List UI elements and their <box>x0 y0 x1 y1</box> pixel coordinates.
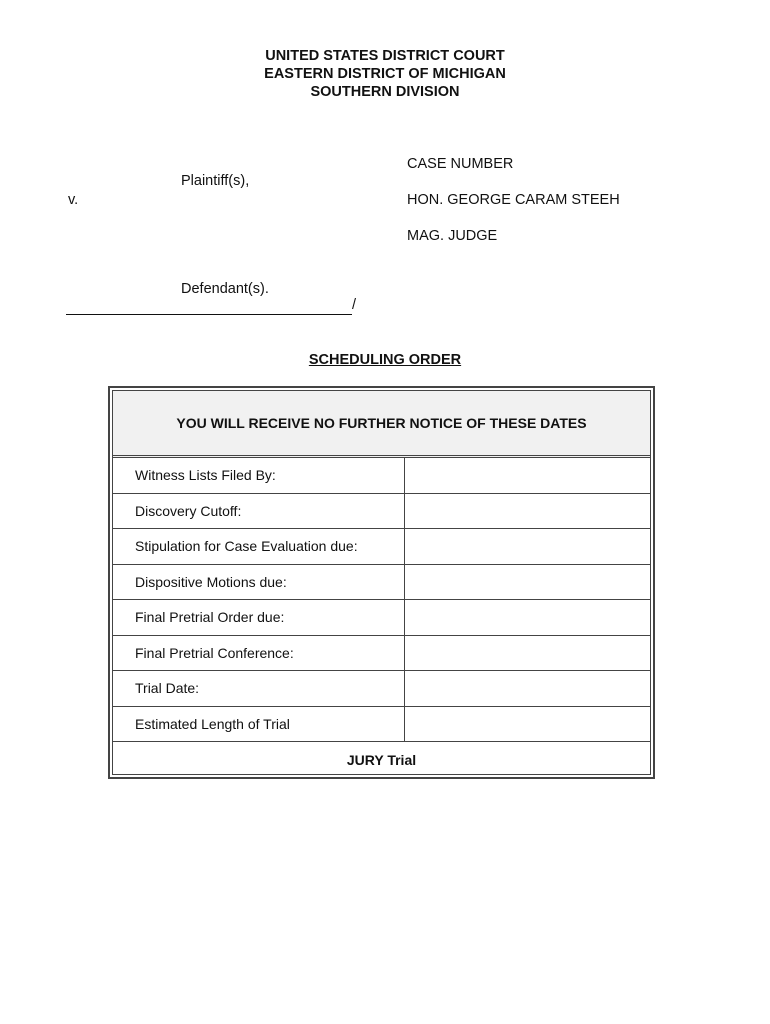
trial-type: JURY Trial <box>346 752 417 768</box>
table-row <box>113 707 650 743</box>
row-label: Discovery Cutoff: <box>113 494 405 529</box>
row-value <box>405 707 650 742</box>
schedule-table-inner <box>112 390 651 775</box>
row-label: Final Pretrial Order due: <box>113 600 405 635</box>
row-value <box>405 671 650 706</box>
table-row <box>113 458 650 494</box>
table-row <box>113 636 650 672</box>
mag-judge-label: MAG. JUDGE <box>407 228 498 244</box>
table-row <box>113 600 650 636</box>
table-row <box>113 529 650 565</box>
row-label: Trial Date: <box>113 671 405 706</box>
row-value <box>405 494 650 529</box>
plaintiff-label: Plaintiff(s), <box>181 173 250 189</box>
table-row <box>113 494 650 530</box>
row-label: Estimated Length of Trial <box>113 707 405 742</box>
schedule-table <box>108 386 655 779</box>
row-value <box>405 458 650 493</box>
caption-slash: / <box>352 297 357 313</box>
court-header <box>0 47 770 101</box>
row-value <box>405 600 650 635</box>
notice-banner: YOU WILL RECEIVE NO FURTHER NOTICE OF THESE DATES <box>113 391 650 458</box>
row-value <box>405 565 650 600</box>
court-district: EASTERN DISTRICT OF MICHIGAN <box>264 66 506 82</box>
row-value <box>405 529 650 564</box>
schedule-rows <box>113 458 650 778</box>
row-label: Witness Lists Filed By: <box>113 458 405 493</box>
court-name: UNITED STATES DISTRICT COURT <box>265 48 505 64</box>
court-division: SOUTHERN DIVISION <box>310 84 460 100</box>
row-label: Dispositive Motions due: <box>113 565 405 600</box>
versus-label: v. <box>68 192 79 208</box>
row-label: Final Pretrial Conference: <box>113 636 405 671</box>
caption-signature-line <box>66 314 352 315</box>
row-value <box>405 636 650 671</box>
row-label: Stipulation for Case Evaluation due: <box>113 529 405 564</box>
defendant-label: Defendant(s). <box>181 281 269 297</box>
table-row <box>113 565 650 601</box>
order-title: SCHEDULING ORDER <box>308 352 462 368</box>
table-row <box>113 671 650 707</box>
case-number-label: CASE NUMBER <box>407 156 514 172</box>
judge-label: HON. GEORGE CARAM STEEH <box>407 192 620 208</box>
